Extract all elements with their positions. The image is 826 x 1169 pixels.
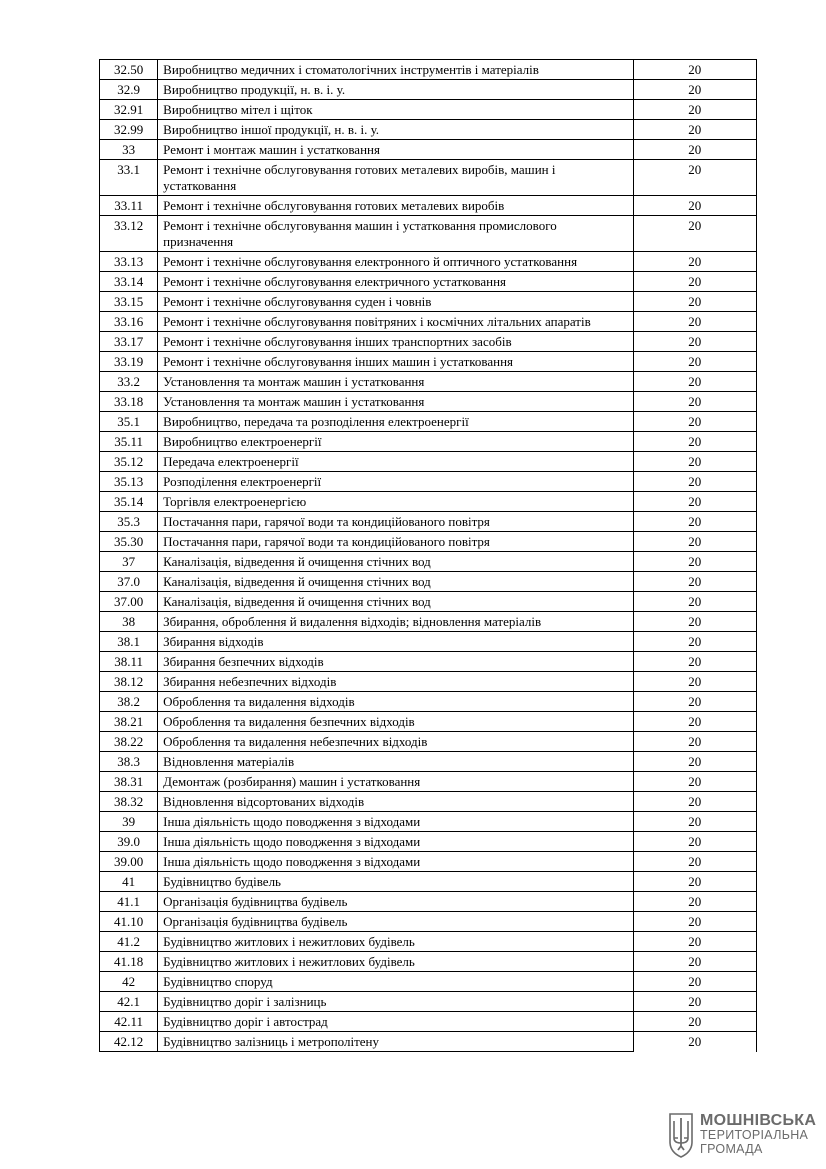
row-activity-name: Оброблення та видалення небезпечних відходів: [158, 732, 633, 752]
row-rate: 20: [633, 952, 756, 972]
logo-line-3: ГРОМАДА: [700, 1142, 763, 1156]
table-row: [100, 832, 757, 852]
row-code: 38.22: [100, 732, 158, 752]
row-activity-name: Оброблення та видалення безпечних відходів: [158, 712, 633, 732]
row-activity-name: Відновлення матеріалів: [158, 752, 633, 772]
row-rate: 20: [633, 712, 756, 732]
row-rate: 20: [633, 472, 756, 492]
row-activity-name: Установлення та монтаж машин і устатковання: [158, 392, 633, 412]
table-row: [100, 196, 757, 216]
table-row: [100, 216, 757, 252]
row-code: 38.31: [100, 772, 158, 792]
table-row: [100, 312, 757, 332]
row-activity-name: Постачання пари, гарячої води та кондиційованого повітря: [158, 512, 633, 532]
row-code: 38.32: [100, 792, 158, 812]
row-code: 38.21: [100, 712, 158, 732]
row-rate: 20: [633, 312, 756, 332]
row-code: 33.14: [100, 272, 158, 292]
row-code: 41: [100, 872, 158, 892]
table-row: [100, 952, 757, 972]
row-rate: 20: [633, 272, 756, 292]
table-row: [100, 552, 757, 572]
row-code: 35.13: [100, 472, 158, 492]
row-activity-name: Ремонт і технічне обслуговування готових металевих виробів, машин і устатковання: [158, 160, 633, 196]
row-rate: 20: [633, 932, 756, 952]
row-activity-name: Збирання безпечних відходів: [158, 652, 633, 672]
table-row: [100, 572, 757, 592]
row-activity-name: Виробництво іншої продукції, н. в. і. у.: [158, 120, 633, 140]
row-activity-name: Ремонт і технічне обслуговування суден і човнів: [158, 292, 633, 312]
row-activity-name: Відновлення відсортованих відходів: [158, 792, 633, 812]
row-rate: 20: [633, 772, 756, 792]
table-row: [100, 332, 757, 352]
row-rate: 20: [633, 332, 756, 352]
row-rate: 20: [633, 292, 756, 312]
row-code: 41.10: [100, 912, 158, 932]
row-activity-name: Каналізація, відведення й очищення стічних вод: [158, 592, 633, 612]
trident-crest-icon: [668, 1112, 694, 1158]
row-activity-name: Інша діяльність щодо поводження з відходами: [158, 812, 633, 832]
row-code: 33: [100, 140, 158, 160]
row-rate: 20: [633, 160, 756, 196]
row-rate: 20: [633, 572, 756, 592]
row-code: 33.1: [100, 160, 158, 196]
row-rate: 20: [633, 80, 756, 100]
row-activity-name: Ремонт і технічне обслуговування повітряних і космічних літальних апаратів: [158, 312, 633, 332]
row-activity-name: Розподілення електроенергії: [158, 472, 633, 492]
row-code: 39.00: [100, 852, 158, 872]
row-rate: 20: [633, 412, 756, 432]
row-activity-name: Ремонт і технічне обслуговування інших транспортних засобів: [158, 332, 633, 352]
row-rate: 20: [633, 692, 756, 712]
row-code: 32.99: [100, 120, 158, 140]
row-activity-name: Інша діяльність щодо поводження з відходами: [158, 832, 633, 852]
table-row: [100, 992, 757, 1012]
table-row: [100, 772, 757, 792]
row-code: 33.18: [100, 392, 158, 412]
row-rate: 20: [633, 120, 756, 140]
table-row: [100, 752, 757, 772]
row-code: 38.1: [100, 632, 158, 652]
row-rate: 20: [633, 872, 756, 892]
table-row: [100, 100, 757, 120]
logo-text: [700, 1114, 816, 1156]
table-row: [100, 452, 757, 472]
table-row: [100, 120, 757, 140]
table-row: [100, 912, 757, 932]
row-code: 42: [100, 972, 158, 992]
row-rate: 20: [633, 672, 756, 692]
row-rate: 20: [633, 732, 756, 752]
row-activity-name: Установлення та монтаж машин і устатковання: [158, 372, 633, 392]
row-rate: 20: [633, 1012, 756, 1032]
row-rate: 20: [633, 592, 756, 612]
row-code: 35.14: [100, 492, 158, 512]
row-code: 42.12: [100, 1032, 158, 1052]
row-code: 33.19: [100, 352, 158, 372]
row-code: 42.11: [100, 1012, 158, 1032]
row-activity-name: Будівництво доріг і автострад: [158, 1012, 633, 1032]
row-code: 41.18: [100, 952, 158, 972]
row-activity-name: Будівництво житлових і нежитлових будівель: [158, 932, 633, 952]
row-rate: 20: [633, 632, 756, 652]
row-code: 33.16: [100, 312, 158, 332]
row-code: 38: [100, 612, 158, 632]
row-activity-name: Ремонт і технічне обслуговування машин і устатковання промислового призначення: [158, 216, 633, 252]
table-row: [100, 412, 757, 432]
row-rate: 20: [633, 812, 756, 832]
row-rate: 20: [633, 612, 756, 632]
row-rate: 20: [633, 372, 756, 392]
table-row: [100, 872, 757, 892]
table-row: [100, 672, 757, 692]
table-row: [100, 612, 757, 632]
row-activity-name: Виробництво мітел і щіток: [158, 100, 633, 120]
table-row: [100, 632, 757, 652]
row-rate: 20: [633, 352, 756, 372]
table-row: [100, 892, 757, 912]
row-activity-name: Інша діяльність щодо поводження з відходами: [158, 852, 633, 872]
row-activity-name: Виробництво, передача та розподілення електроенергії: [158, 412, 633, 432]
row-code: 33.17: [100, 332, 158, 352]
row-activity-name: Каналізація, відведення й очищення стічних вод: [158, 552, 633, 572]
row-activity-name: Збирання, оброблення й видалення відходів; відновлення матеріалів: [158, 612, 633, 632]
community-logo: [668, 1112, 818, 1160]
table-row: [100, 352, 757, 372]
table-row: [100, 60, 757, 80]
table-row: [100, 732, 757, 752]
row-activity-name: Ремонт і технічне обслуговування інших машин і устатковання: [158, 352, 633, 372]
table-row: [100, 932, 757, 952]
row-code: 33.12: [100, 216, 158, 252]
table-row: [100, 392, 757, 412]
row-code: 33.2: [100, 372, 158, 392]
row-activity-name: Постачання пари, гарячої води та кондиційованого повітря: [158, 532, 633, 552]
table-row: [100, 492, 757, 512]
row-activity-name: Передача електроенергії: [158, 452, 633, 472]
table-row: [100, 252, 757, 272]
table-row: [100, 432, 757, 452]
row-code: 33.15: [100, 292, 158, 312]
row-code: 38.11: [100, 652, 158, 672]
row-code: 42.1: [100, 992, 158, 1012]
row-activity-name: Виробництво електроенергії: [158, 432, 633, 452]
row-rate: 20: [633, 852, 756, 872]
row-rate: 20: [633, 140, 756, 160]
row-rate: 20: [633, 60, 756, 80]
row-rate: 20: [633, 832, 756, 852]
row-activity-name: Будівництво залізниць і метрополітену: [158, 1032, 633, 1052]
row-rate: 20: [633, 972, 756, 992]
row-activity-name: Ремонт і монтаж машин і устатковання: [158, 140, 633, 160]
row-rate: 20: [633, 1032, 756, 1052]
row-rate: 20: [633, 492, 756, 512]
row-rate: 20: [633, 552, 756, 572]
table-row: [100, 160, 757, 196]
row-code: 33.13: [100, 252, 158, 272]
row-code: 38.2: [100, 692, 158, 712]
row-activity-name: Торгівля електроенергією: [158, 492, 633, 512]
row-code: 38.3: [100, 752, 158, 772]
logo-line-2: ТЕРИТОРІАЛЬНА: [700, 1128, 809, 1142]
table-row: [100, 812, 757, 832]
row-activity-name: Збирання відходів: [158, 632, 633, 652]
row-code: 37.00: [100, 592, 158, 612]
row-activity-name: Будівництво будівель: [158, 872, 633, 892]
table-row: [100, 512, 757, 532]
row-rate: 20: [633, 252, 756, 272]
table-row: [100, 1012, 757, 1032]
row-activity-name: Будівництво доріг і залізниць: [158, 992, 633, 1012]
table-row: [100, 792, 757, 812]
table-row: [100, 372, 757, 392]
row-code: 37: [100, 552, 158, 572]
row-rate: 20: [633, 216, 756, 252]
row-activity-name: Виробництво продукції, н. в. і. у.: [158, 80, 633, 100]
row-activity-name: Демонтаж (розбирання) машин і устатковання: [158, 772, 633, 792]
table-row: [100, 532, 757, 552]
row-code: 35.1: [100, 412, 158, 432]
table-body: [100, 60, 757, 1052]
table-row: [100, 592, 757, 612]
row-activity-name: Ремонт і технічне обслуговування електричного устатковання: [158, 272, 633, 292]
table-row: [100, 292, 757, 312]
row-rate: 20: [633, 752, 756, 772]
row-activity-name: Оброблення та видалення відходів: [158, 692, 633, 712]
table-row: [100, 472, 757, 492]
row-rate: 20: [633, 912, 756, 932]
row-rate: 20: [633, 392, 756, 412]
table-row: [100, 692, 757, 712]
row-rate: 20: [633, 512, 756, 532]
row-activity-name: Каналізація, відведення й очищення стічних вод: [158, 572, 633, 592]
row-activity-name: Ремонт і технічне обслуговування готових металевих виробів: [158, 196, 633, 216]
table-row: [100, 272, 757, 292]
logo-line-1: МОШНІВСЬКА: [700, 1112, 817, 1129]
row-code: 39.0: [100, 832, 158, 852]
table-row: [100, 652, 757, 672]
table-row: [100, 1032, 757, 1052]
row-code: 32.50: [100, 60, 158, 80]
row-activity-name: Збирання небезпечних відходів: [158, 672, 633, 692]
row-rate: 20: [633, 196, 756, 216]
row-code: 32.9: [100, 80, 158, 100]
row-activity-name: Організація будівництва будівель: [158, 912, 633, 932]
row-rate: 20: [633, 992, 756, 1012]
row-code: 35.30: [100, 532, 158, 552]
row-rate: 20: [633, 452, 756, 472]
row-code: 37.0: [100, 572, 158, 592]
row-rate: 20: [633, 892, 756, 912]
row-rate: 20: [633, 100, 756, 120]
row-code: 41.1: [100, 892, 158, 912]
row-code: 32.91: [100, 100, 158, 120]
table-row: [100, 972, 757, 992]
row-code: 38.12: [100, 672, 158, 692]
row-activity-name: Організація будівництва будівель: [158, 892, 633, 912]
row-activity-name: Будівництво житлових і нежитлових будівель: [158, 952, 633, 972]
row-code: 41.2: [100, 932, 158, 952]
row-rate: 20: [633, 432, 756, 452]
row-rate: 20: [633, 652, 756, 672]
row-rate: 20: [633, 532, 756, 552]
row-activity-name: Виробництво медичних і стоматологічних інструментів і матеріалів: [158, 60, 633, 80]
table-row: [100, 80, 757, 100]
row-rate: 20: [633, 792, 756, 812]
table-row: [100, 712, 757, 732]
row-code: 35.11: [100, 432, 158, 452]
row-activity-name: Будівництво споруд: [158, 972, 633, 992]
row-code: 35.3: [100, 512, 158, 532]
table-row: [100, 140, 757, 160]
row-code: 33.11: [100, 196, 158, 216]
row-code: 35.12: [100, 452, 158, 472]
table-row: [100, 852, 757, 872]
row-code: 39: [100, 812, 158, 832]
row-activity-name: Ремонт і технічне обслуговування електронного й оптичного устатковання: [158, 252, 633, 272]
activity-codes-table: [99, 59, 757, 1052]
